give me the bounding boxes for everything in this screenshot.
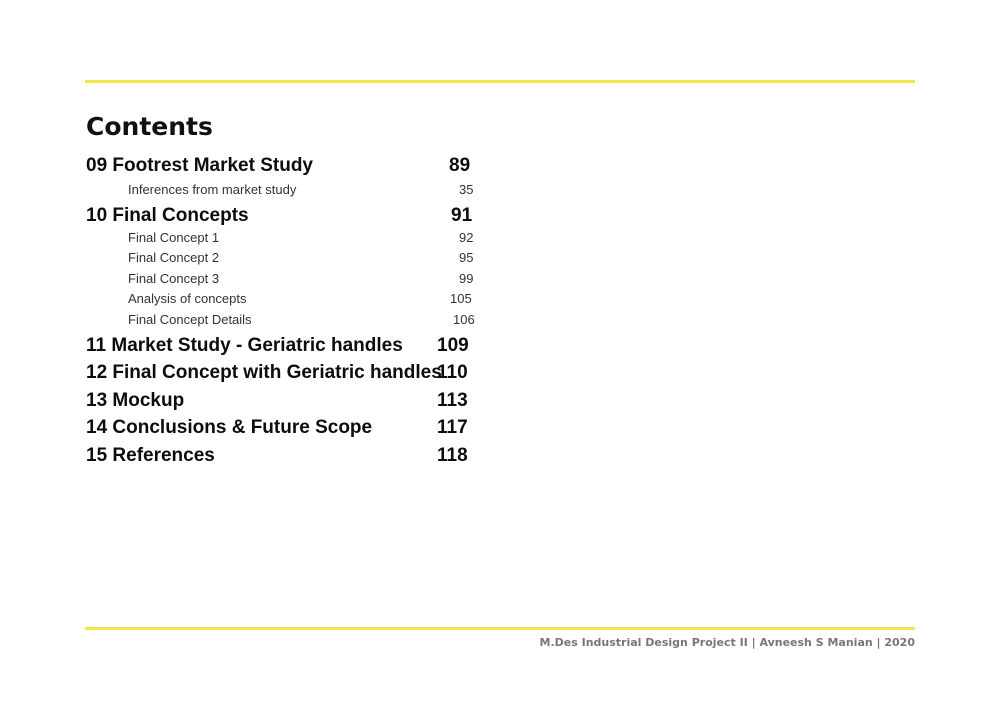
toc-subentry-title: Final Concept Details: [128, 312, 252, 327]
toc-entry-title: 11 Market Study - Geriatric handles: [86, 335, 403, 356]
toc-entry-page: 113: [437, 390, 468, 411]
toc-subentry-title: Final Concept 3: [128, 271, 220, 286]
top-divider: [85, 80, 915, 83]
toc-subentry-page: 95: [459, 250, 474, 265]
toc-entry-page: 109: [437, 335, 469, 356]
toc-entry-title: 09 Footrest Market Study: [86, 155, 313, 176]
toc-entry-title: 10 Final Concepts: [86, 205, 249, 226]
toc-subentry-title: Final Concept 2: [128, 250, 220, 265]
page-footer: M.Des Industrial Design Project II | Avneesh S Manian | 2020: [539, 636, 915, 649]
toc-entry-page: 89: [449, 155, 471, 176]
toc-subentry-page: 99: [459, 271, 474, 286]
toc-entry-title: 13 Mockup: [86, 390, 185, 411]
toc-entry-title: 12 Final Concept with Geriatric handles: [86, 362, 442, 383]
page-heading: Contents: [86, 112, 213, 141]
toc-subentry-title: Final Concept 1: [128, 230, 220, 245]
toc-subentry-title: Analysis of concepts: [128, 291, 247, 306]
bottom-divider: [85, 627, 915, 630]
toc-entry-title: 15 References: [86, 445, 215, 466]
toc-entry-title: 14 Conclusions & Future Scope: [86, 417, 373, 438]
toc-subentry-page: 105: [450, 291, 472, 306]
toc-subentry-title: Inferences from market study: [128, 182, 297, 197]
toc-subentry-page: 35: [459, 182, 474, 197]
toc-subentry-page: 92: [459, 230, 474, 245]
toc-entry-page: 118: [437, 445, 468, 466]
toc-entry-page: 91: [451, 205, 473, 226]
toc-entry-page: 110: [437, 362, 468, 383]
toc-subentry-page: 106: [453, 312, 475, 327]
toc-entry-page: 117: [437, 417, 468, 438]
